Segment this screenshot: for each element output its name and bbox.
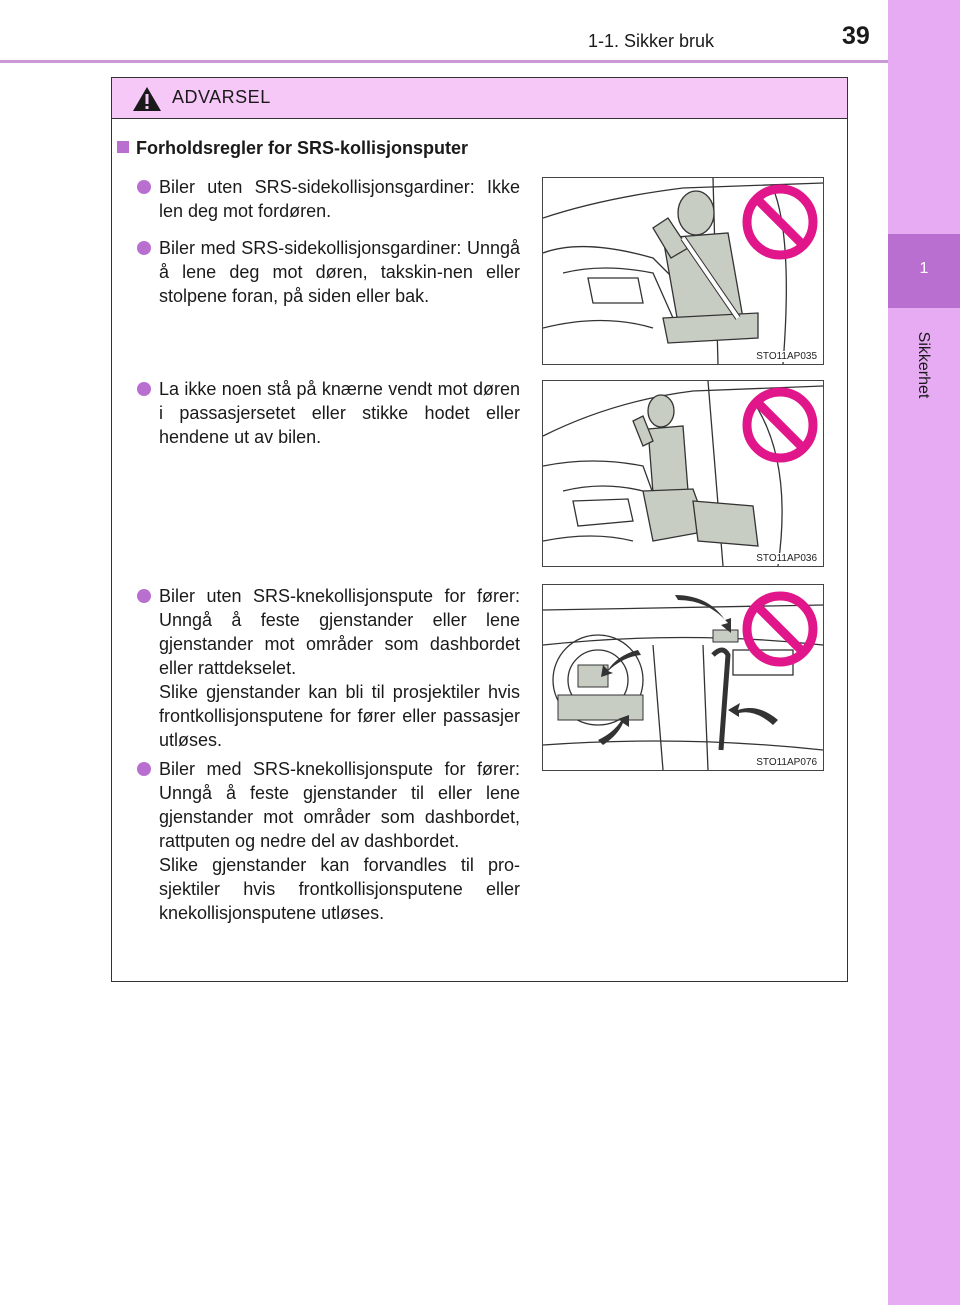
bullet-text: La ikke noen stå på knærne vendt mot døren i passasjersetet eller stikke hodet eller hendene ut av bilen. — [159, 379, 520, 447]
page-number: 39 — [842, 22, 870, 50]
round-bullet-icon — [137, 180, 151, 194]
chapter-number: 1 — [919, 260, 929, 277]
bullet-text: Biler uten SRS-sidekollisjonsgardiner: Ikke len deg mot fordøren. — [159, 177, 520, 221]
illustration-code: STO11AP076 — [756, 757, 817, 768]
subheading-text: Forholdsregler for SRS-kollisjonsputer — [136, 138, 469, 158]
bullet-text: Biler uten SRS-knekollisjonspute for fører: Unngå å feste gjenstander eller lene gjenstander mot områder som dashbordet eller rattdekselet. Slike gjenstander kan bli til prosjektiler hvis frontkollisjonsputene for fører eller passasjer utløses. — [159, 586, 520, 750]
illustration-code: STO11AP036 — [756, 553, 817, 564]
bullet-item — [137, 236, 520, 308]
illustration-code: STO11AP035 — [756, 351, 817, 362]
prohibited-icon — [741, 590, 819, 668]
bullet-item — [137, 377, 520, 449]
warning-box — [111, 77, 848, 982]
prohibited-icon — [741, 386, 819, 464]
square-bullet-icon — [117, 141, 129, 153]
prohibited-icon — [741, 183, 819, 261]
warning-header — [112, 78, 847, 119]
chapter-tab-active[interactable] — [888, 234, 960, 308]
illustration-leaning-on-door — [542, 177, 824, 365]
bullet-item — [137, 175, 520, 223]
bullet-text: Biler med SRS-knekollisjonspute for fører: Unngå å feste gjenstander til eller lene gjenstander mot områder som dashbordet, rattputen og nedre del av dashbordet. Slike gjenstander kan forvandles til pro-sjektiler hvis frontkollisjonsputene eller knekollisjonsputene utløses. — [159, 759, 520, 923]
round-bullet-icon — [137, 762, 151, 776]
header-rule — [0, 60, 888, 63]
section-title: 1-1. Sikker bruk — [588, 31, 715, 51]
round-bullet-icon — [137, 382, 151, 396]
illustration-kneeling-child — [542, 380, 824, 567]
round-bullet-icon — [137, 241, 151, 255]
subheading — [117, 138, 468, 159]
chapter-side-tab — [888, 0, 960, 1305]
bullet-item — [137, 757, 520, 925]
bullet-item — [137, 584, 520, 752]
chapter-name-vertical — [913, 326, 933, 406]
chapter-name: Sikkerhet — [915, 331, 932, 399]
warning-triangle-icon — [132, 86, 162, 112]
round-bullet-icon — [137, 589, 151, 603]
illustration-dashboard-objects — [542, 584, 824, 771]
bullet-text: Biler med SRS-sidekollisjonsgardiner: Unngå å lene deg mot døren, takskin-nen eller stolpene foran, på siden eller bak. — [159, 238, 520, 306]
warning-label: ADVARSEL — [172, 87, 271, 107]
